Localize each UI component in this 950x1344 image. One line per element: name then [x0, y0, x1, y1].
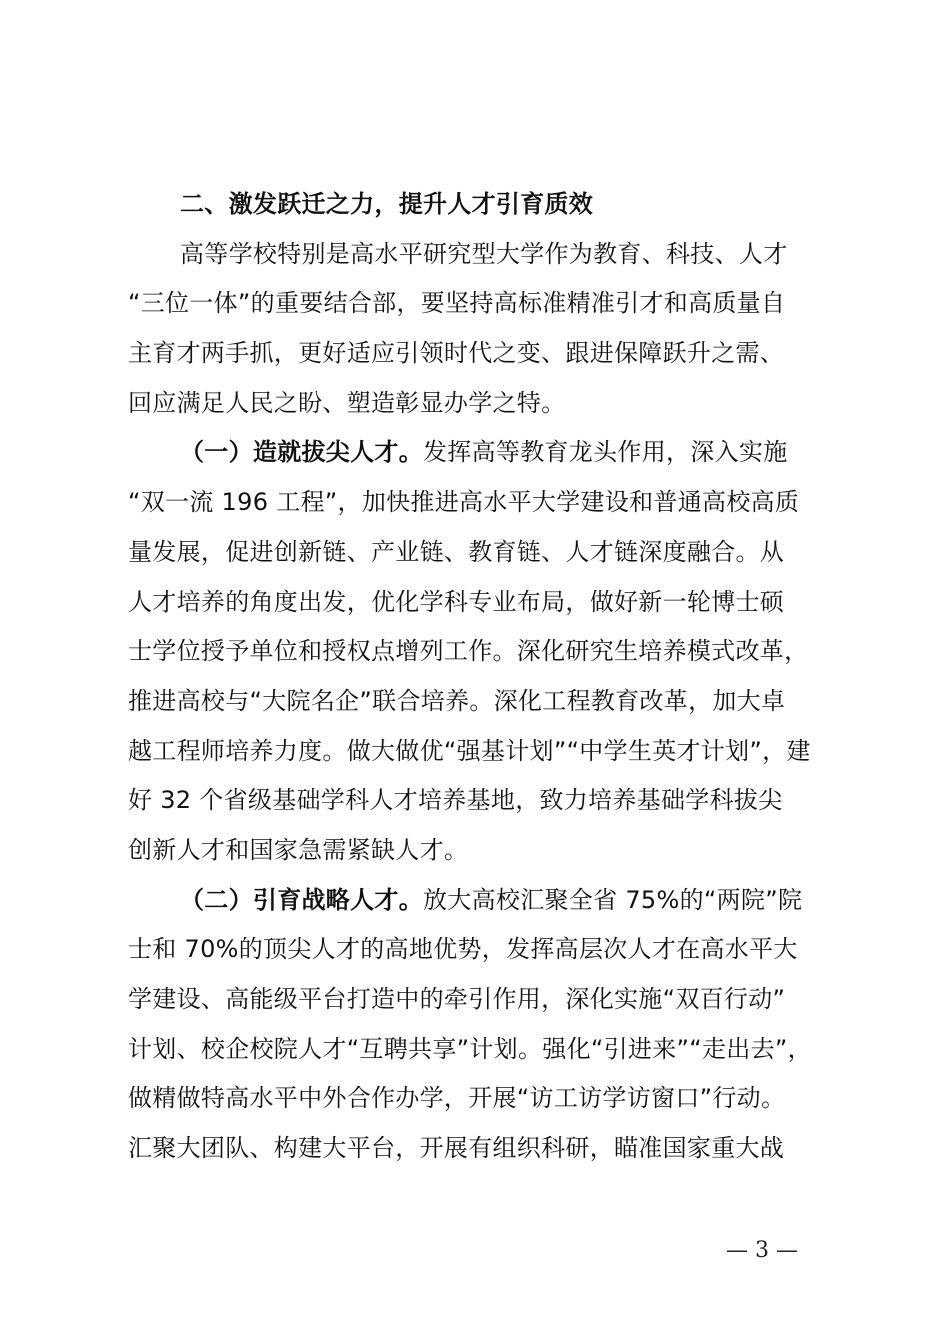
page-number: — 3 — — [726, 1238, 798, 1263]
paragraph-line: 做精做特高水平中外合作办学，开展“访工访学访窗口”行动。 — [128, 1084, 786, 1113]
document-body — [128, 180, 834, 1174]
paragraph-line: 学建设、高能级平台打造中的牵引作用，深化实施“双百行动” — [128, 985, 786, 1013]
paragraph-line: 回应满足人民之盼、塑造彰显办学之特。 — [128, 388, 566, 417]
paragraph-line: 推进高校与“大院名企”联合培养。深化工程教育改革，加大卓 — [128, 686, 786, 715]
section-heading: 二、激发跃迁之力，提升人才引育质效 — [180, 190, 594, 218]
paragraph-text: 发挥高等教育龙头作用，深入实施 — [423, 438, 788, 467]
paragraph-line: 士和 70%的顶尖人才的高地优势，发挥高层次人才在高水平大 — [128, 935, 798, 964]
paragraph-line: 好 32 个省级基础学科人才培养基地，致力培养基础学科拔尖 — [128, 786, 783, 815]
paragraph-line: 创新人才和国家急需紧缺人才。 — [128, 835, 469, 864]
subsection-title: （一）造就拔尖人才。 — [180, 438, 423, 467]
paragraph-line: “三位一体”的重要结合部，要坚持高标准精准引才和高质量自 — [128, 289, 786, 318]
paragraph-line: 人才培养的角度出发，优化学科专业布局，做好新一轮博士硕 — [128, 587, 785, 616]
paragraph-text: 放大高校汇聚全省 75%的“两院”院 — [423, 885, 803, 914]
paragraph-line: 汇聚大团队、构建大平台，开展有组织科研，瞄准国家重大战 — [128, 1134, 785, 1163]
subsection-title: （二）引育战略人才。 — [180, 885, 423, 914]
subsection-first-line — [128, 876, 834, 926]
paragraph-line: 计划、校企校院人才“互聘共享”计划。强化“引进来”“走出去”， — [128, 1034, 812, 1063]
paragraph-line: 士学位授予单位和授权点增列工作。深化研究生培养模式改革， — [128, 637, 809, 666]
paragraph-line: 主育才两手抓，更好适应引领时代之变、跟进保障跃升之需、 — [128, 339, 785, 368]
paragraph-line: 越工程师培养力度。做大做优“强基计划”“中学生英才计划”，建 — [128, 736, 811, 765]
paragraph-line: 高等学校特别是高水平研究型大学作为教育、科技、人才 — [180, 239, 788, 268]
paragraph-line: 量发展，促进创新链、产业链、教育链、人才链深度融合。从 — [128, 537, 785, 566]
subsection-first-line — [128, 428, 834, 478]
paragraph-line: “双一流 196 工程”，加快推进高水平大学建设和普通高校高质 — [128, 488, 800, 517]
